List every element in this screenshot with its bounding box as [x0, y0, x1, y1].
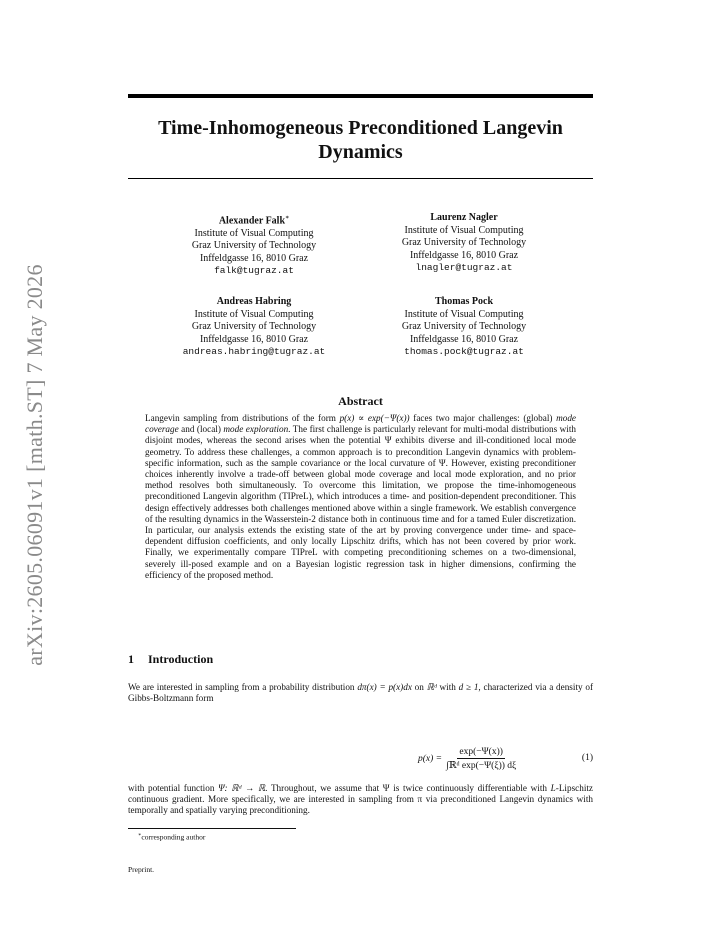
author-block [164, 296, 344, 359]
arxiv-identifier: arXiv:2605.06091v1 [math.ST] 7 May 2026 [22, 264, 47, 666]
author-email[interactable]: lnagler@tugraz.at [415, 262, 513, 273]
section-number: 1 [128, 652, 134, 666]
equation-label: (1) [581, 753, 593, 763]
footnote-marker: ∗ [138, 833, 142, 838]
intro-paragraph: with potential function Ψ: ℝᵈ → ℝ. Throughout, we assume that Ψ is twice continuously differentiable with L-Lipschitz continuous gradient. More specifically, we are interested in sampling from π via preconditioned Langevin dynamics with temporally and spatially varying preconditioning. [128, 783, 594, 816]
equation-body [418, 742, 516, 776]
author-institute: Institute of Visual Computing [194, 227, 314, 239]
author-address: Inffeldgasse 16, 8010 Graz [409, 333, 519, 345]
footnote-text: corresponding author [141, 832, 206, 842]
author-name: Thomas Pock [434, 296, 494, 307]
math-inline: ℝᵈ [426, 682, 437, 692]
math-inline: dπ(x) = p(x)dx [357, 682, 412, 692]
emphasis: L [550, 783, 556, 793]
footnote-rule [128, 828, 296, 829]
author-block [374, 296, 554, 359]
equation-denominator: ∫ℝᵈ exp(−Ψ(ξ)) dξ [446, 761, 517, 771]
author-institute: Institute of Visual Computing [404, 224, 524, 236]
section-heading [128, 652, 593, 667]
author-university: Graz University of Technology [191, 321, 317, 332]
author-block [164, 212, 344, 278]
equation-fraction [446, 747, 516, 771]
preprint-label: Preprint. [128, 865, 155, 874]
author-address: Inffeldgasse 16, 8010 Graz [409, 249, 519, 261]
author-email[interactable]: thomas.pock@tugraz.at [404, 346, 524, 357]
author-name: Laurenz Nagler [430, 212, 498, 223]
equation-lhs: p(x) = [418, 754, 443, 764]
paper-title: Time-Inhomogeneous Preconditioned Langevin Dynamics [158, 117, 563, 163]
abstract-text: Langevin sampling from distributions of the form p(x) ∝ exp(−Ψ(x)) faces two major challenges: (global) mode coverage and (local) mode exploration. The first challenge is particularly relevant for multi-modal distributions with disjoint modes, whereas the second arises when the potential Ψ exhibits diverse and ill-conditioned local mode geometry. To address these challenges, a common approach is to precondition Langevin dynamics with problem-specific information, such as the sample covariance or the local curvature of Ψ. However, existing preconditioner choices inherently involve a trade-off between global mode coverage and local mode exploration, and no prior method resolves both simultaneously. To overcome this limitation, we propose the time-inhomogeneous preconditioned Langevin algorithm (TIPreL), which introduces a time- and position-dependent preconditioner. This design effectively addresses both challenges mentioned above within a single framework. We establish convergence of the resulting dynamics in the Wasserstein-2 distance both in continuous time and for a tamed Euler discretization. In particular, our analysis extends the existing state of the art by proving convergence under time- and space-dependent diffusion coefficients, and only locally Lipschitz drifts, which has not been covered by prior work. Finally, we experimentally compare TIPreL with competing preconditioning schemes on a two-dimensional, severely ill-posed example and on a Bayesian logistic regression task in higher dimensions, confirming the efficiency of the proposed method. [145, 413, 576, 580]
author-email[interactable]: falk@tugraz.at [214, 265, 294, 277]
title-rule [128, 178, 593, 179]
author-block [374, 212, 554, 275]
author-university: Graz University of Technology [191, 240, 317, 252]
footnote [138, 832, 205, 842]
author-name: Alexander Falk∗ [218, 215, 290, 227]
emphasis: mode exploration [223, 424, 289, 435]
author-university: Graz University of Technology [401, 321, 527, 332]
top-rule [128, 94, 593, 98]
math-inline: d ≥ 1 [458, 682, 479, 692]
section-title: Introduction [148, 652, 214, 666]
author-address: Inffeldgasse 16, 8010 Graz [199, 252, 309, 264]
math-inline: Ψ: ℝᵈ → ℝ [218, 783, 266, 793]
author-institute: Institute of Visual Computing [404, 308, 524, 320]
intro-paragraph: We are interested in sampling from a probability distribution dπ(x) = p(x)dx on ℝᵈ with d ≥ 1, characterized via a density of Gibbs-Boltzmann form [128, 682, 594, 704]
abstract-heading: Abstract [338, 394, 383, 408]
author-name: Andreas Habring [216, 296, 292, 307]
author-university: Graz University of Technology [401, 237, 527, 248]
emphasis: mode coverage [145, 413, 576, 435]
equation-1 [128, 742, 593, 780]
author-email[interactable]: andreas.habring@tugraz.at [182, 346, 326, 357]
math-inline: p(x) ∝ exp(−Ψ(x)) [339, 413, 410, 423]
equation-numerator: exp(−Ψ(x)) [459, 747, 503, 757]
author-institute: Institute of Visual Computing [194, 308, 314, 320]
author-address: Inffeldgasse 16, 8010 Graz [199, 333, 309, 345]
